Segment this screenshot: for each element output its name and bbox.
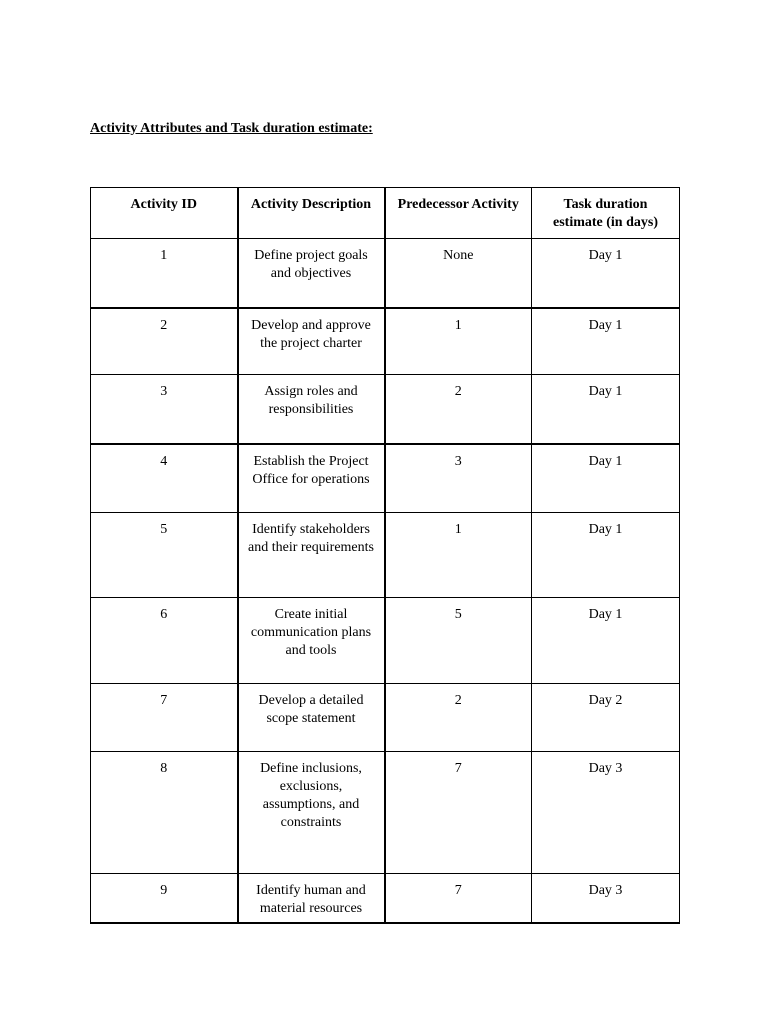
table-row — [91, 513, 680, 598]
table-row — [91, 239, 680, 308]
cell-activity-description: Develop and approve the project charter — [238, 308, 385, 375]
cell-activity-id: 2 — [91, 308, 238, 375]
cell-predecessor: 2 — [385, 684, 532, 752]
cell-duration: Day 2 — [532, 684, 680, 752]
cell-activity-description: Define project goals and objectives — [238, 239, 385, 308]
cell-activity-description: Develop a detailed scope statement — [238, 684, 385, 752]
cell-predecessor: 5 — [385, 598, 532, 684]
cell-activity-id: 3 — [91, 375, 238, 444]
header-activity-id: Activity ID — [91, 188, 238, 239]
cell-predecessor: 7 — [385, 874, 532, 923]
table-row — [91, 752, 680, 874]
cell-predecessor: 7 — [385, 752, 532, 874]
cell-duration: Day 1 — [532, 513, 680, 598]
cell-activity-id: 9 — [91, 874, 238, 923]
header-task-duration: Task duration estimate (in days) — [532, 188, 680, 239]
header-activity-description: Activity Description — [238, 188, 385, 239]
cell-activity-description: Create initial communication plans and tools — [238, 598, 385, 684]
cell-predecessor: 1 — [385, 308, 532, 375]
cell-duration: Day 1 — [532, 444, 680, 513]
table-body — [91, 239, 680, 923]
cell-duration: Day 1 — [532, 239, 680, 308]
cell-activity-description: Define inclusions, exclusions, assumptions, and constraints — [238, 752, 385, 874]
table-header — [91, 188, 680, 239]
cell-predecessor: 3 — [385, 444, 532, 513]
table-row — [91, 375, 680, 444]
cell-activity-description: Identify human and material resources — [238, 874, 385, 923]
cell-activity-id: 6 — [91, 598, 238, 684]
cell-activity-description: Identify stakeholders and their requirements — [238, 513, 385, 598]
header-predecessor-activity: Predecessor Activity — [385, 188, 532, 239]
table-row — [91, 874, 680, 923]
cell-activity-id: 5 — [91, 513, 238, 598]
cell-predecessor: 2 — [385, 375, 532, 444]
cell-activity-id: 4 — [91, 444, 238, 513]
table-row — [91, 598, 680, 684]
cell-activity-id: 1 — [91, 239, 238, 308]
cell-duration: Day 1 — [532, 598, 680, 684]
cell-activity-id: 7 — [91, 684, 238, 752]
cell-predecessor: 1 — [385, 513, 532, 598]
header-row — [91, 188, 680, 239]
document-heading: Activity Attributes and Task duration estimate: — [90, 121, 373, 136]
cell-duration: Day 1 — [532, 308, 680, 375]
cell-activity-description: Assign roles and responsibilities — [238, 375, 385, 444]
cell-duration: Day 1 — [532, 375, 680, 444]
table-row — [91, 444, 680, 513]
activity-table — [90, 187, 680, 924]
cell-activity-id: 8 — [91, 752, 238, 874]
cell-duration: Day 3 — [532, 874, 680, 923]
table-row — [91, 684, 680, 752]
cell-activity-description: Establish the Project Office for operations — [238, 444, 385, 513]
cell-duration: Day 3 — [532, 752, 680, 874]
cell-predecessor: None — [385, 239, 532, 308]
table-row — [91, 308, 680, 375]
